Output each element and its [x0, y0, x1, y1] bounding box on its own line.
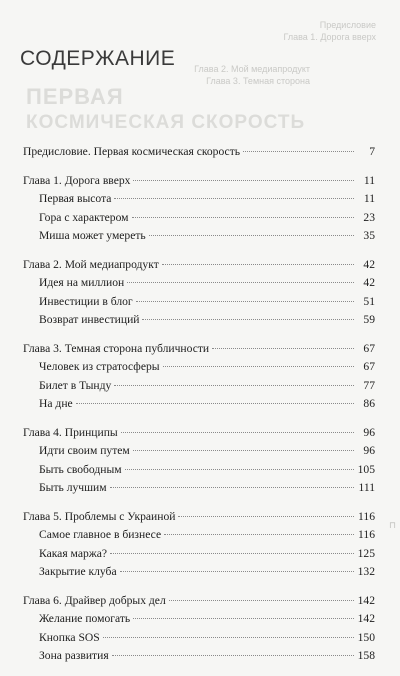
dot-leader — [133, 617, 354, 619]
dot-leader — [114, 384, 354, 386]
entry-label: Закрытие клуба — [39, 565, 117, 578]
toc-chapter-section — [23, 256, 375, 330]
entry-page-number: 51 — [363, 294, 375, 308]
toc-preface-section — [23, 143, 375, 162]
toc-entry-subsection[interactable] — [23, 377, 375, 396]
entry-page-number: 96 — [363, 444, 375, 457]
toc-entry-subsection[interactable] — [23, 209, 375, 228]
dot-leader — [178, 515, 354, 517]
toc-entry-subsection[interactable] — [23, 227, 375, 246]
dot-leader — [103, 636, 354, 638]
toc-entry-subsection[interactable] — [23, 629, 375, 648]
toc-entry-subsection[interactable] — [23, 563, 375, 582]
toc-entry-subsection[interactable] — [23, 358, 375, 377]
toc-chapter-section — [23, 172, 375, 246]
entry-label: Миша может умереть — [39, 229, 146, 242]
toc-entry-subsection[interactable] — [23, 311, 375, 330]
entry-page-number: 116 — [358, 509, 375, 523]
entry-label: Глава 2. Мой медиапродукт — [23, 257, 159, 271]
entry-label: Какая маржа? — [39, 546, 108, 560]
dot-leader — [133, 449, 354, 451]
toc-entry-subsection[interactable] — [23, 545, 375, 564]
entry-label: Глава 1. Дорога вверх — [23, 173, 131, 187]
dot-leader — [212, 347, 354, 349]
show-through-text — [20, 18, 380, 143]
toc-entry-subsection[interactable] — [23, 526, 375, 545]
ghost-line: Глава 1. Дорога вверх — [283, 32, 376, 42]
toc-entry-chapter[interactable] — [23, 592, 375, 611]
entry-label: Билет в Тынду — [39, 378, 112, 392]
entry-label: Идти своим путем — [39, 444, 130, 457]
dot-leader — [110, 486, 354, 488]
entry-label: На дне — [39, 397, 73, 410]
dot-leader — [162, 263, 354, 265]
table-of-contents — [23, 143, 375, 676]
entry-page-number: 59 — [363, 313, 375, 326]
entry-page-number: 11 — [363, 173, 375, 187]
entry-label: Желание помогать — [39, 612, 131, 625]
ghost-heading: ПЕРВАЯ — [26, 84, 124, 109]
entry-label: Идея на миллион — [39, 276, 125, 289]
entry-label: Глава 3. Темная сторона публичности — [23, 341, 210, 355]
entry-page-number: 125 — [357, 546, 375, 560]
toc-entry-chapter[interactable] — [23, 172, 375, 191]
page-edge-mark: ⊓ — [389, 520, 397, 530]
toc-entry-subsection[interactable] — [23, 442, 375, 461]
entry-page-number: 77 — [363, 378, 375, 392]
entry-page-number: 35 — [363, 229, 375, 242]
page-title: СОДЕРЖАНИЕ — [20, 47, 176, 70]
toc-entry-subsection[interactable] — [23, 647, 375, 666]
toc-chapter-section — [23, 592, 375, 666]
entry-label: Глава 6. Драйвер добрых дел — [23, 593, 166, 607]
entry-page-number: 150 — [357, 630, 375, 644]
dot-leader — [163, 365, 354, 367]
dot-leader — [164, 533, 354, 535]
dot-leader — [136, 300, 354, 302]
entry-page-number: 42 — [363, 276, 375, 289]
dot-leader — [112, 654, 354, 656]
entry-label: Гора с характером — [39, 210, 129, 224]
entry-page-number: 67 — [363, 341, 375, 355]
ghost-line: Глава 2. Мой медиапродукт — [194, 64, 310, 74]
entry-page-number: 111 — [358, 481, 375, 494]
ghost-heading: КОСМИЧЕСКАЯ СКОРОСТЬ — [26, 112, 306, 133]
entry-page-number: 23 — [363, 210, 375, 224]
dot-leader — [121, 431, 354, 433]
toc-entry-subsection[interactable] — [23, 479, 375, 498]
toc-entry-subsection[interactable] — [23, 190, 375, 209]
dot-leader — [76, 402, 354, 404]
dot-leader — [132, 216, 355, 218]
entry-label: Зона развития — [39, 649, 109, 662]
toc-entry-subsection[interactable] — [23, 274, 375, 293]
entry-label: Самое главное в бизнесе — [39, 528, 162, 541]
entry-label: Быть свободным — [39, 462, 122, 476]
entry-page-number: 7 — [369, 145, 375, 158]
toc-chapter-section — [23, 508, 375, 582]
toc-entry-subsection[interactable] — [23, 610, 375, 629]
dot-leader — [133, 179, 354, 181]
dot-leader — [120, 570, 354, 572]
dot-leader — [127, 281, 354, 283]
entry-label: Глава 5. Проблемы с Украиной — [23, 509, 176, 523]
entry-label: Глава 4. Принципы — [23, 425, 118, 439]
toc-entry-subsection[interactable] — [23, 293, 375, 312]
toc-entry-chapter[interactable] — [23, 256, 375, 275]
dot-leader — [110, 552, 354, 554]
toc-entry-subsection[interactable] — [23, 395, 375, 414]
entry-page-number: 67 — [363, 360, 375, 373]
toc-entry-chapter[interactable] — [23, 508, 375, 527]
entry-page-number: 158 — [357, 649, 375, 662]
entry-page-number: 142 — [357, 593, 375, 607]
ghost-line: Предисловие — [319, 20, 376, 30]
toc-entry-chapter[interactable] — [23, 424, 375, 443]
entry-page-number: 11 — [363, 192, 375, 205]
entry-label: Человек из стратосферы — [39, 360, 160, 373]
toc-chapter-section — [23, 424, 375, 498]
dot-leader — [142, 318, 354, 320]
entry-label: Кнопка SOS — [39, 630, 100, 644]
entry-label: Инвестиции в блог — [39, 294, 133, 308]
entry-label: Возврат инвестиций — [39, 313, 140, 326]
entry-page-number: 116 — [358, 528, 375, 541]
entry-page-number: 142 — [357, 612, 375, 625]
entry-label: Предисловие. Первая космическая скорость — [23, 145, 241, 158]
entry-label: Первая высота — [39, 192, 112, 205]
entry-page-number: 96 — [363, 425, 375, 439]
entry-page-number: 86 — [363, 397, 375, 410]
entry-page-number: 105 — [357, 462, 375, 476]
dot-leader — [114, 197, 354, 199]
entry-page-number: 132 — [357, 565, 375, 578]
dot-leader — [243, 150, 354, 152]
dot-leader — [149, 234, 354, 236]
toc-chapter-section — [23, 340, 375, 414]
entry-page-number: 42 — [363, 257, 375, 271]
toc-entry-preface[interactable] — [23, 143, 375, 162]
toc-entry-subsection[interactable] — [23, 461, 375, 480]
dot-leader — [125, 468, 354, 470]
entry-label: Быть лучшим — [39, 481, 107, 494]
ghost-line: Глава 3. Темная сторона — [206, 76, 310, 86]
toc-entry-chapter[interactable] — [23, 340, 375, 359]
